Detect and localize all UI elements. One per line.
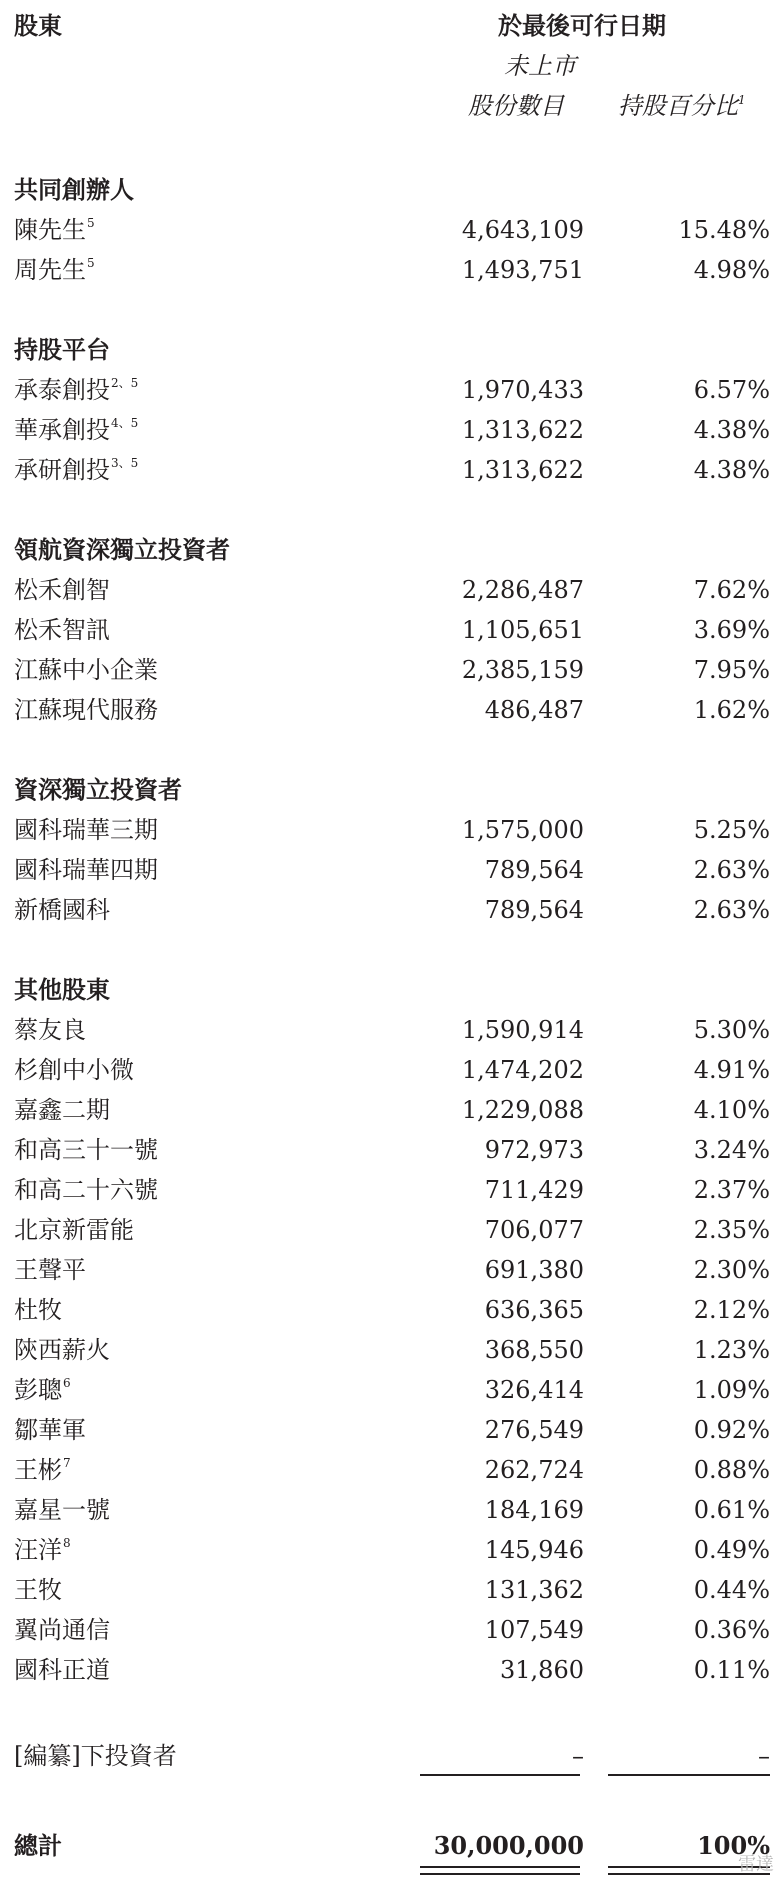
table-row bbox=[0, 1578, 784, 1608]
redacted-pct: – bbox=[758, 1742, 770, 1770]
shareholder-name bbox=[14, 1178, 158, 1202]
shareholder-name-text: 杉創中小微 bbox=[14, 1056, 134, 1084]
total-row bbox=[0, 1831, 784, 1864]
unlisted-header: 未上市 bbox=[504, 52, 576, 80]
share-percentage: 2.30% bbox=[693, 1256, 770, 1284]
redacted-shares: – bbox=[572, 1742, 584, 1770]
footnote-ref: 2、5 bbox=[111, 376, 139, 390]
shareholder-name-text: 新橋國科 bbox=[14, 896, 110, 924]
table-row bbox=[0, 1218, 784, 1248]
share-percentage: 2.63% bbox=[693, 896, 770, 924]
redacted-shares-rule bbox=[420, 1774, 580, 1776]
table-row bbox=[0, 858, 784, 888]
table-row bbox=[0, 658, 784, 688]
table-row bbox=[0, 1018, 784, 1048]
section-title: 其他股東 bbox=[14, 975, 110, 1004]
footnote-ref: 3、5 bbox=[111, 456, 139, 470]
shareholder-name-text: 國科瑞華三期 bbox=[14, 816, 158, 844]
shareholder-name-text: 陝西薪火 bbox=[14, 1336, 110, 1364]
total-shares-double-rule bbox=[420, 1866, 580, 1875]
shareholder-header: 股東 bbox=[14, 11, 62, 40]
shareholder-name-text: 華承創投 bbox=[14, 416, 110, 444]
shareholder-name bbox=[14, 1018, 86, 1042]
shareholder-name bbox=[14, 1618, 110, 1642]
share-percentage: 7.62% bbox=[693, 576, 770, 604]
shareholder-name bbox=[14, 418, 138, 442]
shareholder-name bbox=[14, 1298, 62, 1322]
share-percentage: 0.61% bbox=[693, 1496, 770, 1524]
table-row bbox=[0, 698, 784, 728]
shareholder-name bbox=[14, 898, 110, 922]
share-percentage: 4.38% bbox=[693, 416, 770, 444]
pct-header bbox=[618, 94, 746, 118]
shares-header: 股份數目 bbox=[468, 92, 564, 120]
shareholder-name-text: 杜牧 bbox=[14, 1296, 62, 1324]
share-percentage: 4.38% bbox=[693, 456, 770, 484]
table-row bbox=[0, 578, 784, 608]
shareholder-name-text: 蔡友良 bbox=[14, 1016, 86, 1044]
shareholder-name bbox=[14, 258, 95, 282]
share-count: 486,487 bbox=[484, 696, 584, 724]
share-count: 1,970,433 bbox=[461, 376, 584, 404]
footnote-ref: 6 bbox=[63, 1376, 71, 1390]
shareholder-name-text: 國科瑞華四期 bbox=[14, 856, 158, 884]
footnote-ref: 5 bbox=[87, 256, 95, 270]
table-row bbox=[0, 1138, 784, 1168]
shareholder-name-text: 承泰創投 bbox=[14, 376, 110, 404]
shareholder-name bbox=[14, 618, 110, 642]
share-count: 972,973 bbox=[484, 1136, 584, 1164]
share-percentage: 0.49% bbox=[693, 1536, 770, 1564]
table-row bbox=[0, 1618, 784, 1648]
share-count: 131,362 bbox=[484, 1576, 584, 1604]
share-percentage: 0.92% bbox=[693, 1416, 770, 1444]
shareholder-name bbox=[14, 1538, 71, 1562]
table-row bbox=[0, 618, 784, 648]
share-percentage: 1.62% bbox=[693, 696, 770, 724]
share-percentage: 5.25% bbox=[693, 816, 770, 844]
share-count: 1,313,622 bbox=[461, 416, 584, 444]
share-percentage: 6.57% bbox=[693, 376, 770, 404]
shareholder-name bbox=[14, 1458, 71, 1482]
share-percentage: 4.91% bbox=[693, 1056, 770, 1084]
share-percentage: 15.48% bbox=[678, 216, 770, 244]
share-percentage: 0.88% bbox=[693, 1456, 770, 1484]
footnote-ref: 7 bbox=[63, 1456, 71, 1470]
share-count: 1,229,088 bbox=[461, 1096, 584, 1124]
share-percentage: 0.11% bbox=[693, 1656, 770, 1684]
share-count: 262,724 bbox=[484, 1456, 584, 1484]
shareholder-name-text: 江蘇現代服務 bbox=[14, 696, 158, 724]
shareholder-name bbox=[14, 578, 110, 602]
total-pct: 100% bbox=[697, 1831, 770, 1860]
shareholder-name-text: 國科正道 bbox=[14, 1656, 110, 1684]
shareholder-name bbox=[14, 858, 158, 882]
share-count: 1,575,000 bbox=[461, 816, 584, 844]
share-percentage: 7.95% bbox=[693, 656, 770, 684]
shareholder-name bbox=[14, 1378, 71, 1402]
share-percentage: 1.23% bbox=[693, 1336, 770, 1364]
share-percentage: 2.37% bbox=[693, 1176, 770, 1204]
total-label: 總計 bbox=[14, 1831, 62, 1860]
table-row bbox=[0, 1458, 784, 1488]
share-count: 1,590,914 bbox=[461, 1016, 584, 1044]
shareholder-name bbox=[14, 818, 158, 842]
share-percentage: 3.24% bbox=[693, 1136, 770, 1164]
share-count: 107,549 bbox=[484, 1616, 584, 1644]
shareholder-name-text: 鄒華軍 bbox=[14, 1416, 86, 1444]
shareholder-name bbox=[14, 458, 138, 482]
table-row bbox=[0, 418, 784, 448]
table-row bbox=[0, 818, 784, 848]
table-row bbox=[0, 218, 784, 248]
share-percentage: 5.30% bbox=[693, 1016, 770, 1044]
shareholder-name bbox=[14, 1138, 158, 1162]
shareholder-name-text: 和高三十一號 bbox=[14, 1136, 158, 1164]
shareholder-name-text: 汪洋 bbox=[14, 1536, 62, 1564]
share-count: 31,860 bbox=[500, 1656, 584, 1684]
share-count: 4,643,109 bbox=[461, 216, 584, 244]
shareholder-name bbox=[14, 1658, 110, 1682]
table-row bbox=[0, 1058, 784, 1088]
redacted-investors-row bbox=[0, 1744, 784, 1774]
table-row bbox=[0, 1418, 784, 1448]
shareholder-name bbox=[14, 218, 95, 242]
shareholder-name bbox=[14, 1218, 134, 1242]
footnote-ref: 5 bbox=[87, 216, 95, 230]
shareholder-name bbox=[14, 1418, 86, 1442]
shareholder-name bbox=[14, 698, 158, 722]
shareholder-name bbox=[14, 1338, 110, 1362]
shareholder-name-text: 王牧 bbox=[14, 1576, 62, 1604]
share-percentage: 0.36% bbox=[693, 1616, 770, 1644]
shareholder-name-text: 松禾智訊 bbox=[14, 616, 110, 644]
table-row bbox=[0, 1298, 784, 1328]
share-count: 636,365 bbox=[484, 1296, 584, 1324]
shareholder-name bbox=[14, 658, 158, 682]
shareholder-name-text: 松禾創智 bbox=[14, 576, 110, 604]
shareholder-name bbox=[14, 1498, 110, 1522]
table-row bbox=[0, 1538, 784, 1568]
section-title: 持股平台 bbox=[14, 335, 110, 364]
share-count: 711,429 bbox=[484, 1176, 584, 1204]
share-count: 1,313,622 bbox=[461, 456, 584, 484]
redacted-investors-label: [編纂]下投資者 bbox=[14, 1742, 177, 1770]
table-row bbox=[0, 898, 784, 928]
shareholder-name bbox=[14, 1258, 86, 1282]
share-count: 2,286,487 bbox=[461, 576, 584, 604]
shareholder-name bbox=[14, 378, 138, 402]
share-percentage: 2.35% bbox=[693, 1216, 770, 1244]
shareholder-name-text: 翼尚通信 bbox=[14, 1616, 110, 1644]
table-row bbox=[0, 378, 784, 408]
section-title: 資深獨立投資者 bbox=[14, 775, 182, 804]
table-row bbox=[0, 1498, 784, 1528]
share-count: 276,549 bbox=[484, 1416, 584, 1444]
share-percentage: 4.98% bbox=[693, 256, 770, 284]
share-count: 1,474,202 bbox=[461, 1056, 584, 1084]
share-count: 184,169 bbox=[484, 1496, 584, 1524]
share-count: 368,550 bbox=[484, 1336, 584, 1364]
shareholder-name-text: 嘉鑫二期 bbox=[14, 1096, 110, 1124]
share-percentage: 0.44% bbox=[693, 1576, 770, 1604]
shareholder-name-text: 和高二十六號 bbox=[14, 1176, 158, 1204]
shareholder-name-text: 承研創投 bbox=[14, 456, 110, 484]
share-percentage: 2.63% bbox=[693, 856, 770, 884]
share-percentage: 1.09% bbox=[693, 1376, 770, 1404]
share-percentage: 4.10% bbox=[693, 1096, 770, 1124]
shareholder-name-text: 王聲平 bbox=[14, 1256, 86, 1284]
footnote-ref: 4、5 bbox=[111, 416, 139, 430]
table-row bbox=[0, 1258, 784, 1288]
share-count: 691,380 bbox=[484, 1256, 584, 1284]
shareholder-name-text: 王彬 bbox=[14, 1456, 62, 1484]
share-count: 706,077 bbox=[484, 1216, 584, 1244]
share-count: 789,564 bbox=[484, 856, 584, 884]
shareholder-name-text: 陳先生 bbox=[14, 216, 86, 244]
shareholder-name bbox=[14, 1058, 134, 1082]
shareholder-name bbox=[14, 1578, 62, 1602]
redacted-pct-rule bbox=[608, 1774, 770, 1776]
shareholder-name bbox=[14, 1098, 110, 1122]
table-row bbox=[0, 1338, 784, 1368]
watermark: 雷達 bbox=[738, 1854, 774, 1875]
date-header: 於最後可行日期 bbox=[498, 11, 666, 40]
share-percentage: 3.69% bbox=[693, 616, 770, 644]
share-count: 326,414 bbox=[484, 1376, 584, 1404]
shareholder-name-text: 周先生 bbox=[14, 256, 86, 284]
shareholder-name-text: 北京新雷能 bbox=[14, 1216, 134, 1244]
shareholder-name-text: 江蘇中小企業 bbox=[14, 656, 158, 684]
share-count: 789,564 bbox=[484, 896, 584, 924]
table-row bbox=[0, 258, 784, 288]
table-row bbox=[0, 1098, 784, 1128]
share-count: 145,946 bbox=[484, 1536, 584, 1564]
section-title: 領航資深獨立投資者 bbox=[14, 535, 230, 564]
share-count: 1,493,751 bbox=[461, 256, 584, 284]
pct-header-label: 持股百分比 bbox=[618, 92, 738, 120]
table-row bbox=[0, 1178, 784, 1208]
shareholder-name-text: 嘉星一號 bbox=[14, 1496, 110, 1524]
section-title: 共同創辦人 bbox=[14, 175, 134, 204]
footnote-ref: 8 bbox=[63, 1536, 71, 1550]
share-count: 2,385,159 bbox=[461, 656, 584, 684]
table-row bbox=[0, 1378, 784, 1408]
pct-header-note: 1 bbox=[738, 93, 746, 107]
total-shares: 30,000,000 bbox=[433, 1831, 584, 1860]
shareholder-name-text: 彭聰 bbox=[14, 1376, 62, 1404]
table-row bbox=[0, 458, 784, 488]
share-percentage: 2.12% bbox=[693, 1296, 770, 1324]
share-count: 1,105,651 bbox=[461, 616, 584, 644]
table-row bbox=[0, 1658, 784, 1688]
